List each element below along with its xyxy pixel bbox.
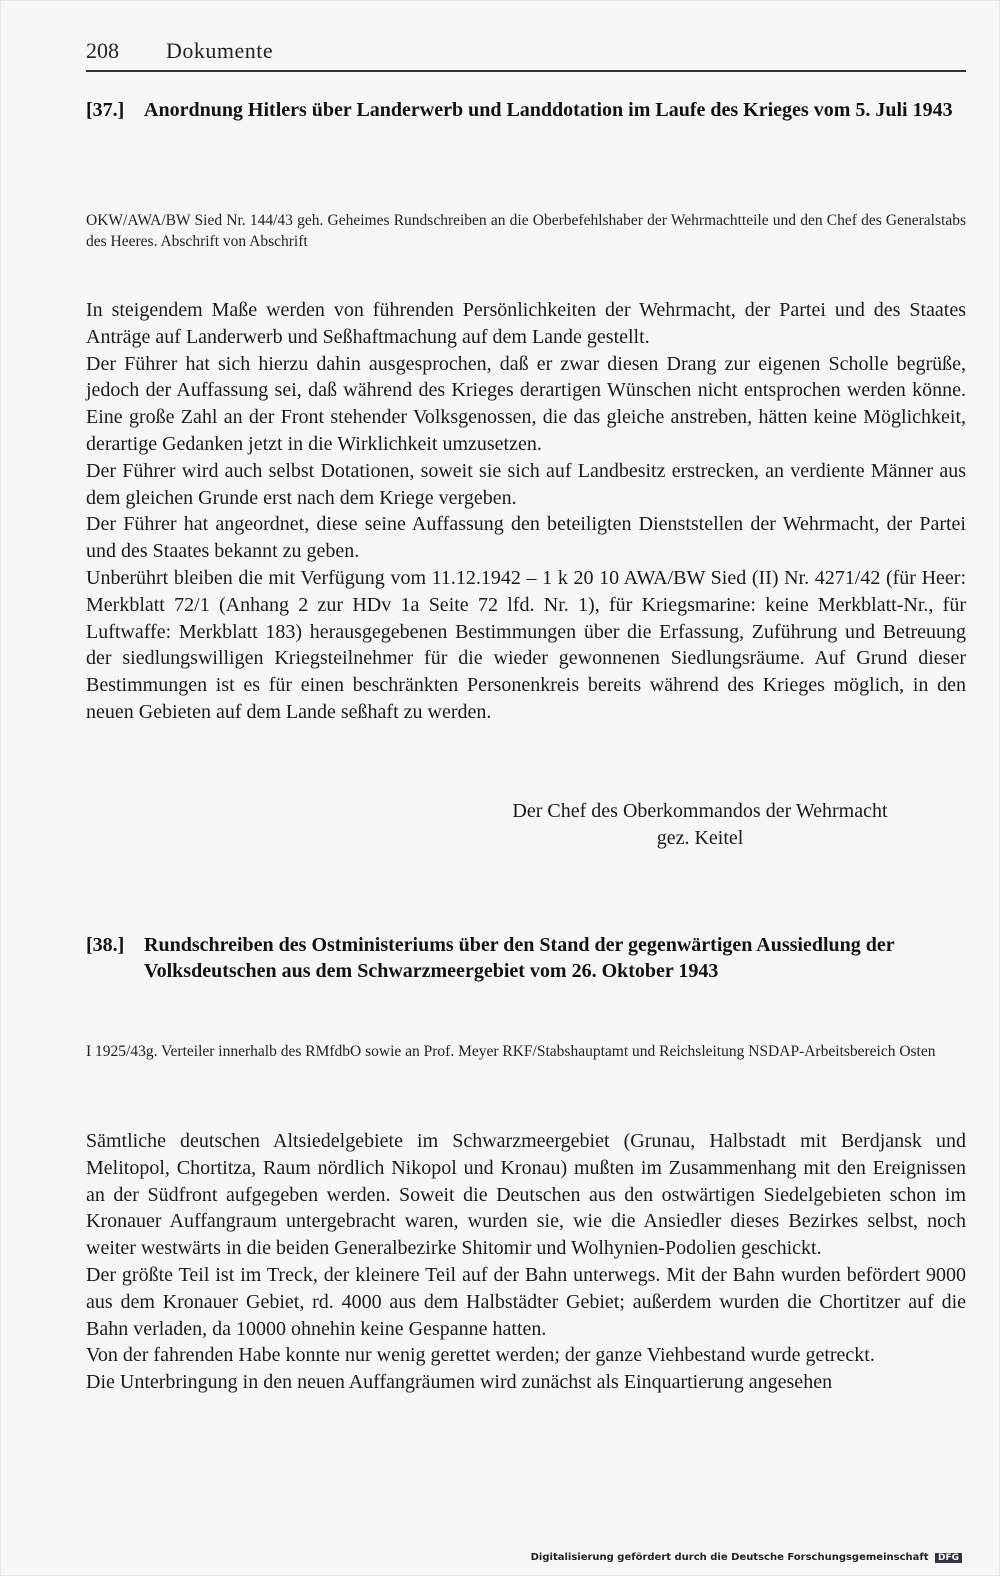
doc38-body <box>86 1128 966 1396</box>
doc38-paragraph: Die Unterbringung in den neuen Auffangräumen wird zunächst als Einquartierung angesehen <box>86 1371 833 1394</box>
dfg-logo: DFG <box>935 1553 962 1563</box>
signature-title: Der Chef des Oberkommandos der Wehrmacht <box>512 800 888 822</box>
doc38-number: [38.] <box>86 934 125 956</box>
running-title: Dokumente <box>166 38 274 63</box>
doc37-signature <box>430 798 970 852</box>
doc38-title: Rundschreiben des Ostministeriums über den Stand der gegenwärtigen Aussiedlung der Volksdeutschen aus dem Schwarzmeergebiet vom 26. Oktober 1943 <box>144 934 895 982</box>
doc37-number: [37.] <box>86 99 125 121</box>
doc37-paragraph: Der Führer hat angeordnet, diese seine Auffassung den beteiligten Dienststellen der Wehrmacht, der Partei und des Staates bekannt zu geben. <box>86 513 966 563</box>
doc37-source: OKW/AWA/BW Sied Nr. 144/43 geh. Geheimes Rundschreiben an die Oberbefehlshaber der Wehrmachtteile und den Chef des Generalstabs des Heeres. Abschrift von Abschrift <box>86 212 966 250</box>
page-header <box>86 38 966 68</box>
header-rule <box>86 70 966 72</box>
signature-name: gez. Keitel <box>656 827 744 849</box>
doc38-heading <box>86 932 966 984</box>
doc37-heading <box>86 97 966 123</box>
doc37-paragraph: Der Führer hat sich hierzu dahin ausgesprochen, daß er zwar diesen Drang zur eigenen Scholle begrüße, jedoch der Auffassung sei, daß während des Krieges derartigen Wünschen nicht entsprochen werden könne. Eine große Zahl an der Front stehender Volksgenossen, die das gleiche anstreben, hätten keine Möglichkeit, derartige Gedanken jetzt in die Wirklichkeit umzusetzen. <box>86 352 966 455</box>
digitization-footer <box>531 1552 962 1563</box>
doc38-paragraph: Sämtliche deutschen Altsiedelgebiete im Schwarzmeergebiet (Grunau, Halbstadt mit Berdjansk und Melitopol, Chortitza, Raum nördlich Nikopol und Kronau) mußten im Zusammenhang mit den Ereignissen an der Südfront aufgegeben werden. Soweit die Deutschen aus den ostwärtigen Siedelgebieten schon im Kronauer Auffangraum untergebracht waren, wurden sie, wie die Ansiedler dieses Bezirkes selbst, noch weiter westwärts in die beiden Generalbezirke Shitomir und Wolhynien-Podolien geschickt. <box>86 1130 966 1260</box>
doc37-paragraph: Der Führer wird auch selbst Dotationen, soweit sie sich auf Landbesitz erstrecken, an verdiente Männer aus dem gleichen Grunde erst nach dem Kriege vergeben. <box>86 459 966 509</box>
footer-text: Digitalisierung gefördert durch die Deutsche Forschungsgemeinschaft <box>530 1552 929 1563</box>
doc38-paragraph: Von der fahrenden Habe konnte nur wenig gerettet werden; der ganze Viehbestand wurde getreckt. <box>86 1344 875 1367</box>
doc38-paragraph: Der größte Teil ist im Treck, der kleinere Teil auf der Bahn unterwegs. Mit der Bahn wurden befördert 9000 aus dem Kronauer Gebiet, rd. 4000 aus dem Halbstädter Gebiet; außerdem wurden die Chortitzer auf die Bahn verladen, da 10000 ohnehin keine Gespanne hatten. <box>86 1263 966 1340</box>
doc37-title: Anordnung Hitlers über Landerwerb und Landdotation im Laufe des Krieges vom 5. Juli 1943 <box>144 99 953 121</box>
doc37-paragraph: In steigendem Maße werden von führenden Persönlichkeiten der Wehrmacht, der Partei und des Staates Anträge auf Landerwerb und Seßhaftmachung auf dem Lande gestellt. <box>86 299 966 348</box>
doc37-paragraph: Unberührt bleiben die mit Verfügung vom 11.12.1942 – 1 k 20 10 AWA/BW Sied (II) Nr. 4271/42 (für Heer: Merkblatt 72/1 (Anhang 2 zur HDv 1a Seite 72 lfd. Nr. 1), für Kriegsmarine: keine Merkblatt-Nr., für Luftwaffe: Merkblatt 183) herausgegebenen Bestimmungen über die Erfassung, Zuführung und Betreuung der siedlungswilligen Kriegsteilnehmer für die wieder gewonnenen Siedlungsräume. Auf Grund dieser Bestimmungen ist es für einen beschränkten Personenkreis bereits während des Krieges möglich, in den neuen Gebieten auf dem Lande seßhaft zu werden. <box>86 566 966 723</box>
page-number: 208 <box>86 38 119 63</box>
doc38-source: I 1925/43g. Verteiler innerhalb des RMfdbO sowie an Prof. Meyer RKF/Stabshauptamt und Reichsleitung NSDAP-Arbeitsbereich Osten <box>86 1043 936 1060</box>
doc37-body <box>86 297 966 726</box>
